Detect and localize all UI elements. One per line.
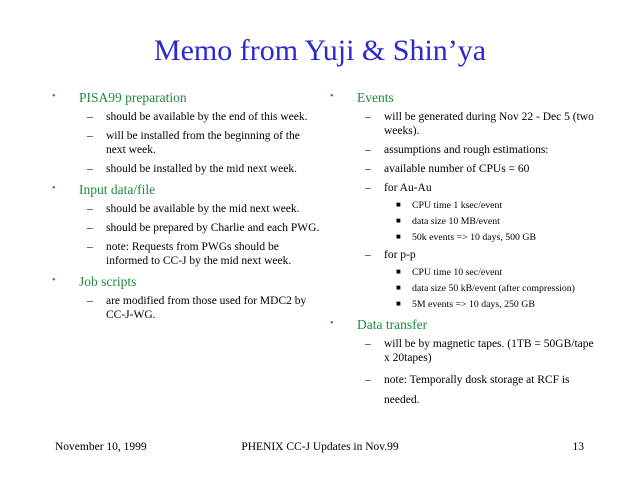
dash-icon: – xyxy=(365,249,371,261)
bullet-pisa99: • PISA99 preparation xyxy=(52,90,187,105)
list-item: – should be available by the end of this week. xyxy=(87,111,308,123)
list-item: – note: Temporally dosk storage at RCF is needed. xyxy=(330,370,600,410)
sub-list-item: ■ CPU time 10 sec/event xyxy=(396,267,503,278)
square-bullet-icon: ■ xyxy=(396,283,401,292)
square-bullet-icon: ■ xyxy=(396,299,401,308)
list-item: – will be by magnetic tapes. (1TB = 50GB/tape x 20tapes) xyxy=(365,338,594,364)
footer-title: PHENIX CC-J Updates in Nov.99 xyxy=(241,441,399,453)
bullet-dot-icon: • xyxy=(330,91,334,102)
list-item: – for p-p xyxy=(365,249,416,261)
bullet-input-data: • Input data/file xyxy=(52,182,156,197)
dash-icon: – xyxy=(87,111,93,123)
sub-list-item: ■ 50k events => 10 days, 500 GB xyxy=(396,232,536,243)
list-item: – will be generated during Nov 22 - Dec 5 (two weeks). xyxy=(365,111,594,137)
bullet-events: • Events xyxy=(330,90,394,105)
list-item: – available number of CPUs = 60 xyxy=(365,163,530,175)
list-item: – assumptions and rough estimations: xyxy=(365,144,549,156)
list-item: – should be prepared by Charlie and each PWG. xyxy=(87,222,320,234)
dash-icon: – xyxy=(87,163,93,175)
list-item: – are modified from those used for MDC2 by CC-J-WG. xyxy=(87,295,307,321)
page-number: 13 xyxy=(572,441,584,453)
dash-icon: – xyxy=(365,163,371,175)
right-column xyxy=(330,90,600,416)
slide-title: Memo from Yuji & Shin’ya xyxy=(153,34,487,67)
dash-icon: – xyxy=(365,338,371,350)
dash-icon: – xyxy=(87,203,93,215)
dash-icon: – xyxy=(365,144,371,156)
bullet-dot-icon: • xyxy=(330,318,334,329)
sub-list-item: ■ data size 50 kB/event (after compression) xyxy=(396,283,575,294)
list-item: – should be installed by the mid next week. xyxy=(87,163,297,175)
bullet-dot-icon: • xyxy=(52,91,56,102)
list-item: – will be installed from the beginning of the next week. xyxy=(87,130,300,156)
bullet-dot-icon: • xyxy=(52,275,56,286)
square-bullet-icon: ■ xyxy=(396,267,401,276)
dash-icon: – xyxy=(87,241,93,253)
sub-list-item: ■ data size 10 MB/event xyxy=(396,216,500,227)
bullet-job-scripts: • Job scripts xyxy=(52,274,137,289)
left-column xyxy=(52,90,322,328)
sub-list-item: ■ 5M events => 10 days, 250 GB xyxy=(396,299,535,310)
footer-date: November 10, 1999 xyxy=(55,441,147,453)
square-bullet-icon: ■ xyxy=(396,216,401,225)
bullet-dot-icon: • xyxy=(52,183,56,194)
dash-icon: – xyxy=(87,295,93,307)
sub-list-item: ■ CPU time 1 ksec/event xyxy=(396,200,503,211)
list-item: – should be available by the mid next week. xyxy=(87,203,300,215)
dash-icon: – xyxy=(365,374,371,386)
dash-icon: – xyxy=(87,130,93,142)
dash-icon: – xyxy=(87,222,93,234)
list-item: – for Au-Au xyxy=(365,182,432,194)
dash-icon: – xyxy=(365,111,371,123)
dash-icon: – xyxy=(365,182,371,194)
list-item: – note: Requests from PWGs should be informed to CC-J by the mid next week. xyxy=(87,241,292,267)
square-bullet-icon: ■ xyxy=(396,200,401,209)
bullet-data-transfer: • Data transfer xyxy=(330,317,428,332)
square-bullet-icon: ■ xyxy=(396,232,401,241)
